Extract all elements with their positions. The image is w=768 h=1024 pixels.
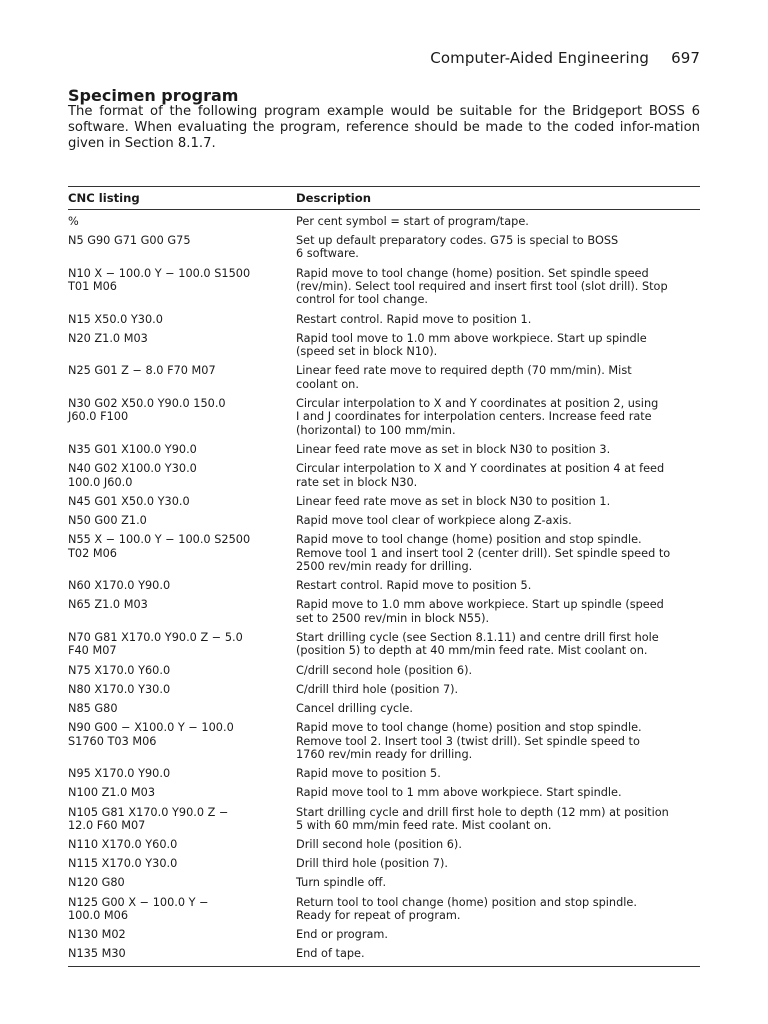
description-cell: Rapid move to 1.0 mm above workpiece. Start up spindle (speed set to 2500 rev/min in block N55). [296, 598, 664, 625]
description-cell: Drill second hole (position 6). [296, 838, 462, 852]
cnc-code-cell: N10 X − 100.0 Y − 100.0 S1500 T01 M06 [68, 266, 251, 294]
table-row [68, 212, 700, 231]
cnc-code-cell: N30 G02 X50.0 Y90.0 150.0 J60.0 F100 [68, 397, 226, 424]
description-cell: Cancel drilling cycle. [296, 701, 413, 715]
description-cell: C/drill third hole (position 7). [296, 682, 459, 696]
table-row [68, 893, 700, 926]
description-cell: Per cent symbol = start of program/tape. [296, 214, 529, 228]
description-cell: Start drilling cycle and drill first hole to depth (12 mm) at position 5 with 60 mm/min feed rate. Mist coolant on. [296, 805, 669, 832]
description-cell: Rapid tool move to 1.0 mm above workpiece. Start up spindle (speed set in block N10). [296, 331, 647, 359]
description-cell: End or program. [296, 928, 389, 942]
description-cell: Turn spindle off. [296, 876, 387, 890]
description-cell: Drill third hole (position 7). [296, 857, 448, 871]
cnc-code-cell: N20 Z1.0 M03 [68, 331, 148, 345]
cnc-code-cell: N85 G80 [68, 701, 118, 715]
description-cell: Restart control. Rapid move to position 1. [296, 312, 532, 326]
cnc-code-cell: N70 G81 X170.0 Y90.0 Z − 5.0 F40 M07 [68, 630, 243, 658]
cnc-code-cell: N15 X50.0 Y30.0 [68, 312, 163, 326]
cnc-code-cell: N120 G80 [68, 876, 125, 890]
cnc-code-cell: N40 G02 X100.0 Y30.0 100.0 J60.0 [68, 462, 197, 489]
cnc-code-cell: N110 X170.0 Y60.0 [68, 838, 178, 852]
cnc-code-cell: N130 M02 [68, 928, 126, 942]
table-row [68, 835, 700, 854]
description-cell: Restart control. Rapid move to position 5. [296, 579, 532, 593]
description-cell: Linear feed rate move as set in block N30 to position 1. [296, 494, 611, 508]
table-row [68, 803, 700, 836]
table-row [68, 440, 700, 459]
cnc-code-cell: N25 G01 Z − 8.0 F70 M07 [68, 364, 216, 378]
table-row [68, 783, 700, 802]
table-row [68, 854, 700, 873]
cnc-code-cell: N60 X170.0 Y90.0 [68, 579, 171, 593]
table-body [68, 210, 700, 966]
description-cell: Set up default preparatory codes. G75 is special to BOSS 6 software. [296, 234, 619, 261]
table-row [68, 459, 700, 492]
description-cell: Rapid move to position 5. [296, 767, 441, 781]
description-cell: Return tool to tool change (home) position and stop spindle. Ready for repeat of program. [296, 895, 637, 923]
table-row [68, 576, 700, 595]
cnc-code-cell: N115 X170.0 Y30.0 [68, 857, 178, 871]
table-row [68, 492, 700, 511]
cnc-code-cell: N80 X170.0 Y30.0 [68, 682, 171, 696]
description-cell: C/drill second hole (position 6). [296, 663, 473, 677]
cnc-listing-table [68, 186, 700, 967]
table-row [68, 874, 700, 893]
table-row [68, 394, 700, 440]
table-row [68, 628, 700, 661]
table-row [68, 264, 700, 310]
description-cell: Rapid move to tool change (home) position and stop spindle. Remove tool 1 and insert tool 2 (center drill). Set spindle speed to 2500 rev/min ready for drilling. [296, 533, 671, 574]
column-header-description: Description [296, 191, 371, 205]
cnc-code-cell: N95 X170.0 Y90.0 [68, 767, 171, 781]
column-header-cnc-listing: CNC listing [68, 191, 140, 205]
section-title: Specimen program [68, 86, 239, 105]
intro-paragraph: The format of the following program example would be suitable for the Bridgeport BOSS 6 software. When evaluating the program, reference should be made to the coded infor-mation given in Section 8.1.7. [68, 104, 700, 152]
cnc-code-cell: N90 G00 − X100.0 Y − 100.0 S1760 T03 M06 [68, 721, 234, 748]
cnc-code-cell: N55 X − 100.0 Y − 100.0 S2500 T02 M06 [68, 533, 251, 560]
table-row [68, 661, 700, 680]
description-cell: End of tape. [296, 947, 365, 961]
table-row [68, 310, 700, 329]
table-row [68, 699, 700, 718]
cnc-code-cell: N50 G00 Z1.0 [68, 514, 147, 528]
table-row [68, 530, 700, 576]
description-cell: Rapid move tool to 1 mm above workpiece. Start spindle. [296, 786, 622, 800]
cnc-code-cell: N5 G90 G71 G00 G75 [68, 234, 191, 248]
table-row [68, 329, 700, 362]
description-cell: Rapid move tool clear of workpiece along Z-axis. [296, 514, 572, 528]
cnc-code-cell: N75 X170.0 Y60.0 [68, 663, 171, 677]
cnc-code-cell: N100 Z1.0 M03 [68, 786, 156, 800]
table-row [68, 925, 700, 944]
table-row [68, 764, 700, 783]
description-cell: Circular interpolation to X and Y coordinates at position 2, using I and J coordinates for interpolation centers. Increase feed rate (horizontal) to 100 mm/min. [296, 397, 659, 437]
cnc-code-cell: N135 M30 [68, 947, 126, 961]
description-cell: Linear feed rate move to required depth (70 mm/min). Mist coolant on. [296, 364, 632, 391]
cnc-code-cell: N125 G00 X − 100.0 Y − 100.0 M06 [68, 895, 209, 923]
cnc-code-cell: N35 G01 X100.0 Y90.0 [68, 443, 197, 457]
cnc-code-cell: N105 G81 X170.0 Y90.0 Z − 12.0 F60 M07 [68, 805, 229, 832]
description-cell: Circular interpolation to X and Y coordinates at position 4 at feed rate set in block N30. [296, 462, 665, 489]
table-row [68, 231, 700, 264]
cnc-code-cell: N65 Z1.0 M03 [68, 598, 148, 612]
table-row [68, 945, 700, 964]
table-row [68, 596, 700, 629]
cnc-code-cell: N45 G01 X50.0 Y30.0 [68, 494, 190, 508]
description-cell: Linear feed rate move as set in block N30 to position 3. [296, 443, 611, 457]
description-cell: Start drilling cycle (see Section 8.1.11) and centre drill first hole (position 5) to depth at 40 mm/min feed rate. Mist coolant on. [296, 630, 659, 658]
table-row [68, 680, 700, 699]
table-row [68, 511, 700, 530]
cnc-code-cell: % [68, 214, 79, 228]
table-row [68, 362, 700, 395]
running-title: Computer-Aided Engineering [430, 49, 650, 67]
table-row [68, 718, 700, 764]
running-header [430, 49, 700, 67]
table-header [68, 187, 700, 210]
description-cell: Rapid move to tool change (home) position and stop spindle. Remove tool 2. Insert tool 3 (twist drill). Set spindle speed to 1760 rev/min ready for drilling. [296, 721, 642, 761]
page-number: 697 [671, 49, 700, 67]
description-cell: Rapid move to tool change (home) position. Set spindle speed (rev/min). Select tool required and insert first tool (slot drill). Stop control for tool change. [296, 266, 668, 307]
